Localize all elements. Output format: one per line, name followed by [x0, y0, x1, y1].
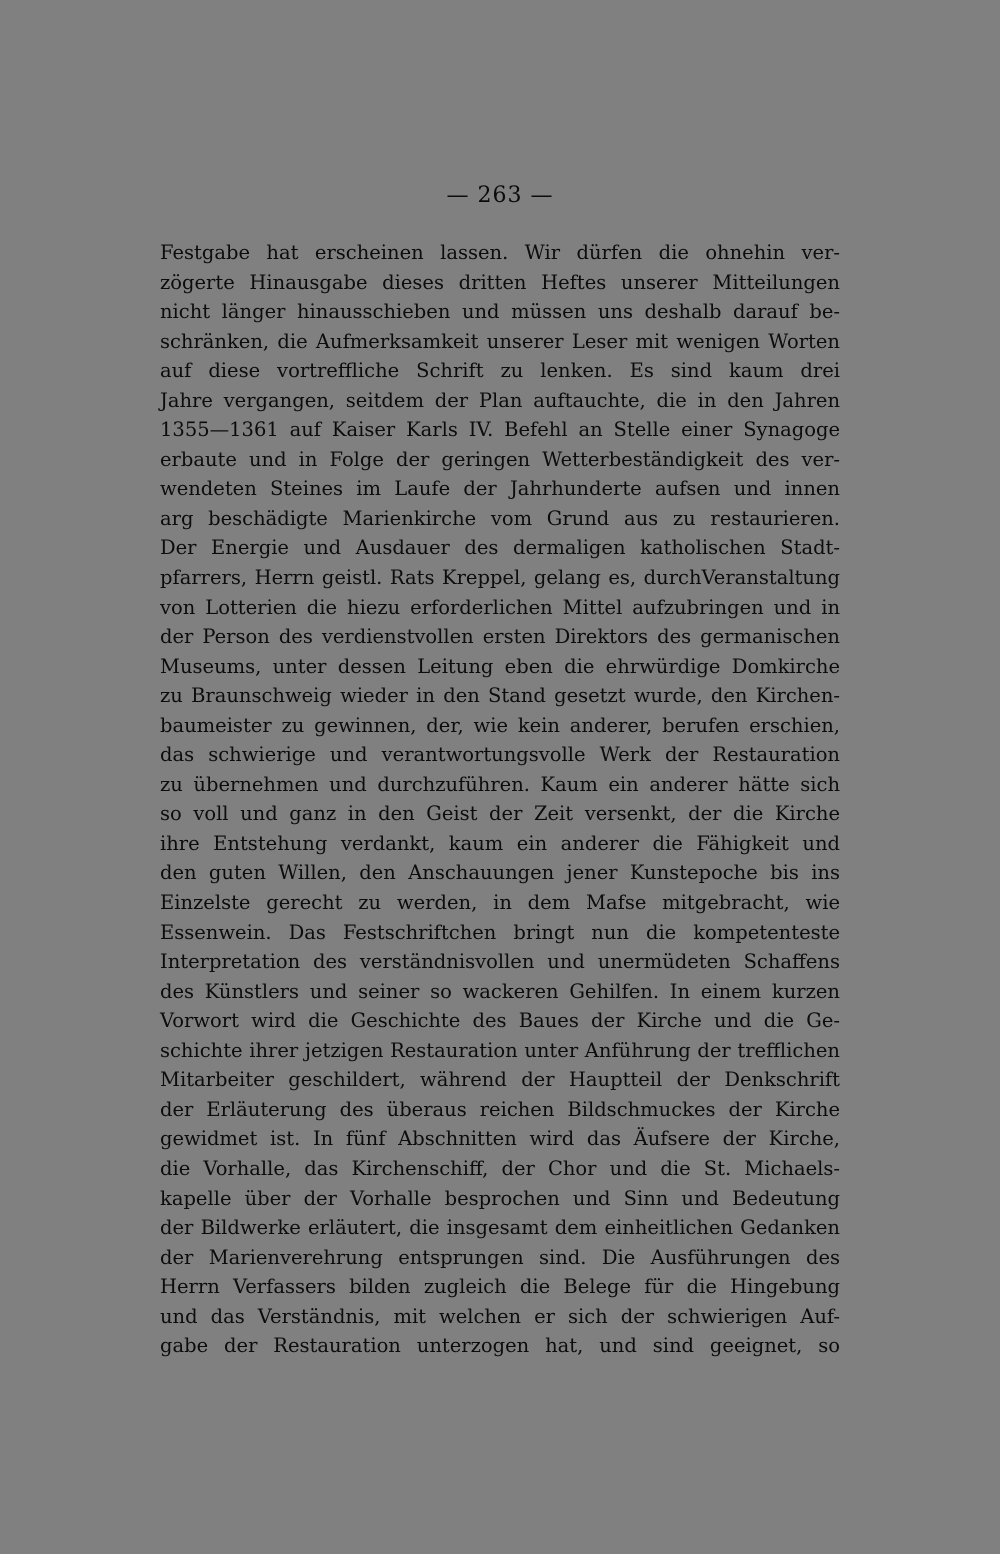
text-line: schichte ihrer jetzigen Restauration unter Anführung der trefflichen	[160, 1038, 840, 1062]
text-line: der Person des verdienstvollen ersten Direktors des germanischen	[160, 625, 840, 649]
text-line: das schwierige und verantwortungsvolle Werk der Restauration	[160, 743, 840, 767]
text-line: baumeister zu gewinnen, der, wie kein anderer, berufen erschien,	[160, 713, 840, 737]
text-line: arg beschädigte Marienkirche vom Grund aus zu restaurieren.	[160, 506, 840, 530]
text-line: so voll und ganz in den Geist der Zeit versenkt, der die Kirche	[160, 802, 840, 826]
text-line: Essenwein. Das Festschriftchen bringt nun die kompetenteste	[160, 920, 840, 944]
text-line: kapelle über der Vorhalle besprochen und Sinn und Bedeutung	[160, 1186, 840, 1210]
body-text	[160, 238, 840, 1361]
text-line: wendeten Steines im Laufe der Jahrhunderte aufsen und innen	[160, 477, 840, 501]
text-line: schränken, die Aufmerksamkeit unserer Leser mit wenigen Worten	[160, 329, 840, 353]
text-line: zögerte Hinausgabe dieses dritten Heftes unserer Mitteilungen	[160, 270, 840, 294]
text-line: pfarrers, Herrn geistl. Rats Kreppel, gelang es, durchVeranstaltung	[160, 566, 840, 590]
text-line: den guten Willen, den Anschauungen jener Kunstepoche bis ins	[160, 861, 840, 885]
text-line: zu Braunschweig wieder in den Stand gesetzt wurde, den Kirchen-	[160, 684, 840, 708]
text-line: gabe der Restauration unterzogen hat, und sind geeignet, so	[160, 1334, 840, 1358]
text-line: Einzelste gerecht zu werden, in dem Mafse mitgebracht, wie	[160, 891, 840, 915]
text-line: nicht länger hinausschieben und müssen uns deshalb darauf be-	[160, 300, 840, 324]
text-line: Museums, unter dessen Leitung eben die ehrwürdige Domkirche	[160, 654, 840, 678]
text-line: Festgabe hat erscheinen lassen. Wir dürfen die ohnehin ver-	[160, 241, 840, 264]
text-line: 1355—1361 auf Kaiser Karls IV. Befehl an Stelle einer Synagoge	[160, 418, 840, 442]
text-line: erbaute und in Folge der geringen Wetterbeständigkeit des ver-	[160, 447, 840, 471]
text-line: gewidmet ist. In fünf Abschnitten wird das Äufsere der Kirche,	[160, 1127, 840, 1151]
text-line: Herrn Verfassers bilden zugleich die Belege für die Hingebung	[160, 1275, 840, 1299]
text-line: Jahre vergangen, seitdem der Plan auftauchte, die in den Jahren	[160, 388, 840, 412]
text-line: von Lotterien die hiezu erforderlichen Mittel aufzubringen und in	[160, 595, 840, 619]
text-line: des Künstlers und seiner so wackeren Gehilfen. In einem kurzen	[160, 979, 840, 1003]
text-line: Der Energie und Ausdauer des dermaligen katholischen Stadt-	[160, 536, 840, 560]
text-line: auf diese vortreffliche Schrift zu lenken. Es sind kaum drei	[160, 359, 840, 383]
text-line: die Vorhalle, das Kirchenschiff, der Chor und die St. Michaels-	[160, 1156, 840, 1180]
text-line: ihre Entstehung verdankt, kaum ein anderer die Fähigkeit und	[160, 831, 840, 855]
text-line: zu übernehmen und durchzuführen. Kaum ein anderer hätte sich	[160, 772, 840, 796]
text-line: Vorwort wird die Geschichte des Baues der Kirche und die Ge-	[160, 1009, 840, 1033]
page-number: — 263 —	[446, 183, 554, 208]
text-line: und das Verständnis, mit welchen er sich der schwierigen Auf-	[160, 1304, 840, 1328]
text-line: der Bildwerke erläutert, die insgesamt dem einheitlichen Gedanken	[160, 1216, 840, 1240]
text-line: Interpretation des verständnisvollen und unermüdeten Schaffens	[160, 950, 840, 974]
text-line: der Erläuterung des überaus reichen Bildschmuckes der Kirche	[160, 1097, 840, 1121]
text-line: Mitarbeiter geschildert, während der Hauptteil der Denkschrift	[160, 1068, 840, 1092]
text-line: der Marienverehrung entsprungen sind. Die Ausführungen des	[160, 1245, 840, 1269]
